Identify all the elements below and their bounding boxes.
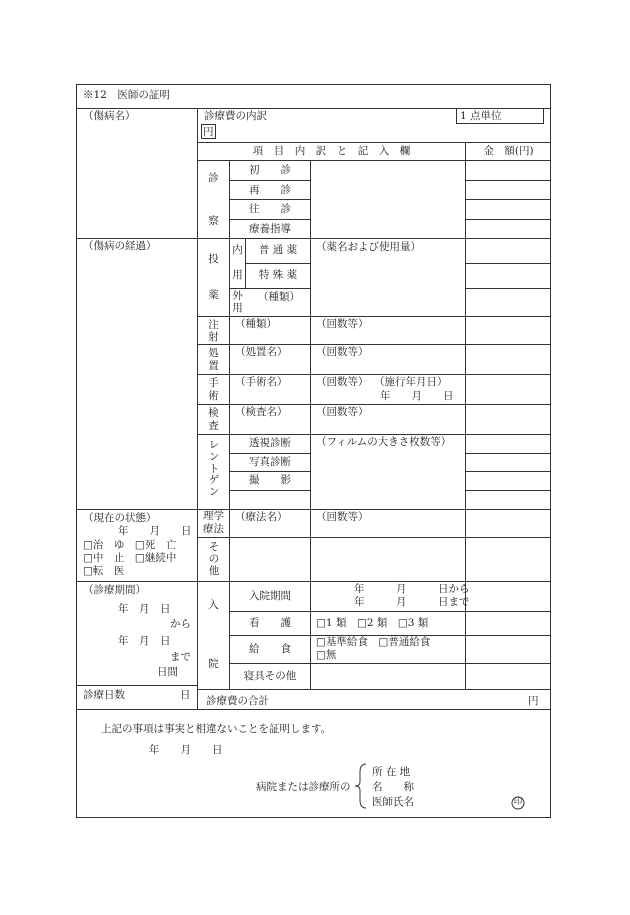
drug-name-note: （薬名および使用量）: [316, 241, 421, 253]
hosp-char-2: 院: [208, 658, 219, 670]
surgery-name: （手術名）: [235, 376, 288, 388]
total-yen-unit: 円: [528, 695, 539, 707]
amount-header: 金 額(円): [483, 145, 534, 157]
surgery-date-ymd: 年 月 日: [380, 390, 454, 402]
yen-box: 円: [201, 124, 216, 139]
outcome-row-3: □転 医: [83, 565, 125, 577]
surgery-char-2: 術: [208, 390, 219, 402]
meal-options-2: □無: [316, 649, 337, 661]
external-char-2: 用: [232, 302, 243, 314]
period-to-date: 年 月 日: [118, 635, 171, 647]
exam-initial: 初 診: [249, 164, 291, 176]
injection-char-2: 射: [208, 331, 219, 343]
xray-fluoroscopy: 透視診断: [249, 437, 291, 449]
meal-options-1: □基準給食 □普通給食: [316, 636, 431, 648]
external-kind: （種類）: [258, 291, 300, 303]
surgery-char-1: 手: [208, 377, 219, 389]
outcome-row-2: □中 止 □継続中: [83, 552, 177, 564]
days-count-label: 診療日数: [83, 689, 125, 701]
period-to-word: まで: [170, 651, 191, 663]
film-note: （フィルムの大きさ枚数等）: [316, 436, 452, 448]
institution-label: 病院または診療所の: [256, 781, 351, 793]
nursing-label: 看 護: [249, 617, 291, 629]
admission-period: 入院期間: [249, 590, 291, 602]
medication-char-1: 投: [208, 253, 219, 265]
injection-kind: （種類）: [235, 318, 277, 330]
other-vertical-label: そ の 他: [208, 541, 220, 577]
nursing-options: □1 類 □2 類 □3 類: [316, 617, 429, 629]
days-count-unit: 日: [180, 689, 191, 701]
test-count: （回数等）: [316, 406, 369, 418]
procedure-name: （処置名）: [235, 346, 288, 358]
address-label: 所 在 地: [372, 766, 411, 778]
test-char-1: 検: [208, 407, 219, 419]
test-name: （検査名）: [235, 406, 288, 418]
outcome-row-1: □治 ゆ □死 亡: [83, 539, 177, 551]
therapy-count: （回数等）: [316, 511, 369, 523]
doctor-label: 医師氏名: [372, 796, 414, 808]
current-state-label: （現在の状態）: [83, 512, 157, 524]
hosp-char-1: 入: [208, 599, 219, 611]
admission-from: 年 月 日から: [354, 583, 470, 595]
surgery-date-label: （施行年月日）: [374, 376, 448, 388]
procedure-char-2: 置: [208, 360, 219, 372]
exam-group-char-1: 診: [208, 172, 219, 184]
total-label: 診療費の合計: [206, 695, 269, 707]
physio-char-1: 理学: [203, 510, 224, 522]
xray-vertical-label: レ ン ト ゲ ン: [208, 439, 220, 498]
exam-home-visit: 往 診: [249, 203, 291, 215]
section-title: ※12 医師の証明: [83, 89, 170, 101]
current-date: 年 月 日: [118, 525, 192, 537]
procedure-count: （回数等）: [316, 346, 369, 358]
exam-guidance: 療養指導: [249, 223, 291, 235]
medication-char-2: 薬: [208, 289, 219, 301]
internal-char-1: 内: [232, 244, 243, 256]
injection-count: （回数等）: [316, 318, 369, 330]
certify-text: 上記の事項は事実と相違ないことを証明します。: [101, 723, 332, 735]
admission-to: 年 月 日まで: [354, 596, 470, 608]
exam-group-char-2: 察: [208, 215, 219, 227]
period-from-date: 年 月 日: [118, 603, 171, 615]
injection-char-1: 注: [208, 319, 219, 331]
test-char-2: 査: [208, 420, 219, 432]
surgery-count: （回数等）: [316, 376, 369, 388]
name-label: 名 称: [372, 781, 414, 793]
procedure-char-1: 処: [208, 347, 219, 359]
progress-label: （傷病の経過）: [83, 240, 157, 252]
period-from-word: から: [170, 618, 191, 630]
certify-date: 年 月 日: [149, 744, 223, 756]
xray-imaging: 撮 影: [249, 474, 291, 486]
regular-drug: 普 通 薬: [258, 244, 298, 256]
bedding-label: 寝具その他: [243, 670, 297, 682]
physio-char-2: 療法: [203, 523, 224, 535]
period-days-word: 日間: [157, 666, 178, 678]
internal-char-2: 用: [232, 269, 243, 281]
period-label: （診療期間）: [83, 584, 146, 596]
meals-label: 給 食: [249, 643, 291, 655]
external-char-1: 外: [232, 290, 243, 302]
therapy-name: （療法名）: [235, 511, 288, 523]
seal-mark: 印: [513, 797, 523, 807]
xray-photo: 写真診断: [249, 456, 291, 468]
unit-box: 1 点単位: [456, 108, 544, 124]
fee-breakdown-label: 診療費の内訳: [204, 110, 267, 122]
special-drug: 特 殊 薬: [258, 269, 298, 281]
disease-name-label: （傷病名）: [83, 110, 136, 122]
item-header: 項 目 内 訳 と 記 入 欄: [252, 145, 411, 157]
exam-revisit: 再 診: [249, 184, 291, 196]
